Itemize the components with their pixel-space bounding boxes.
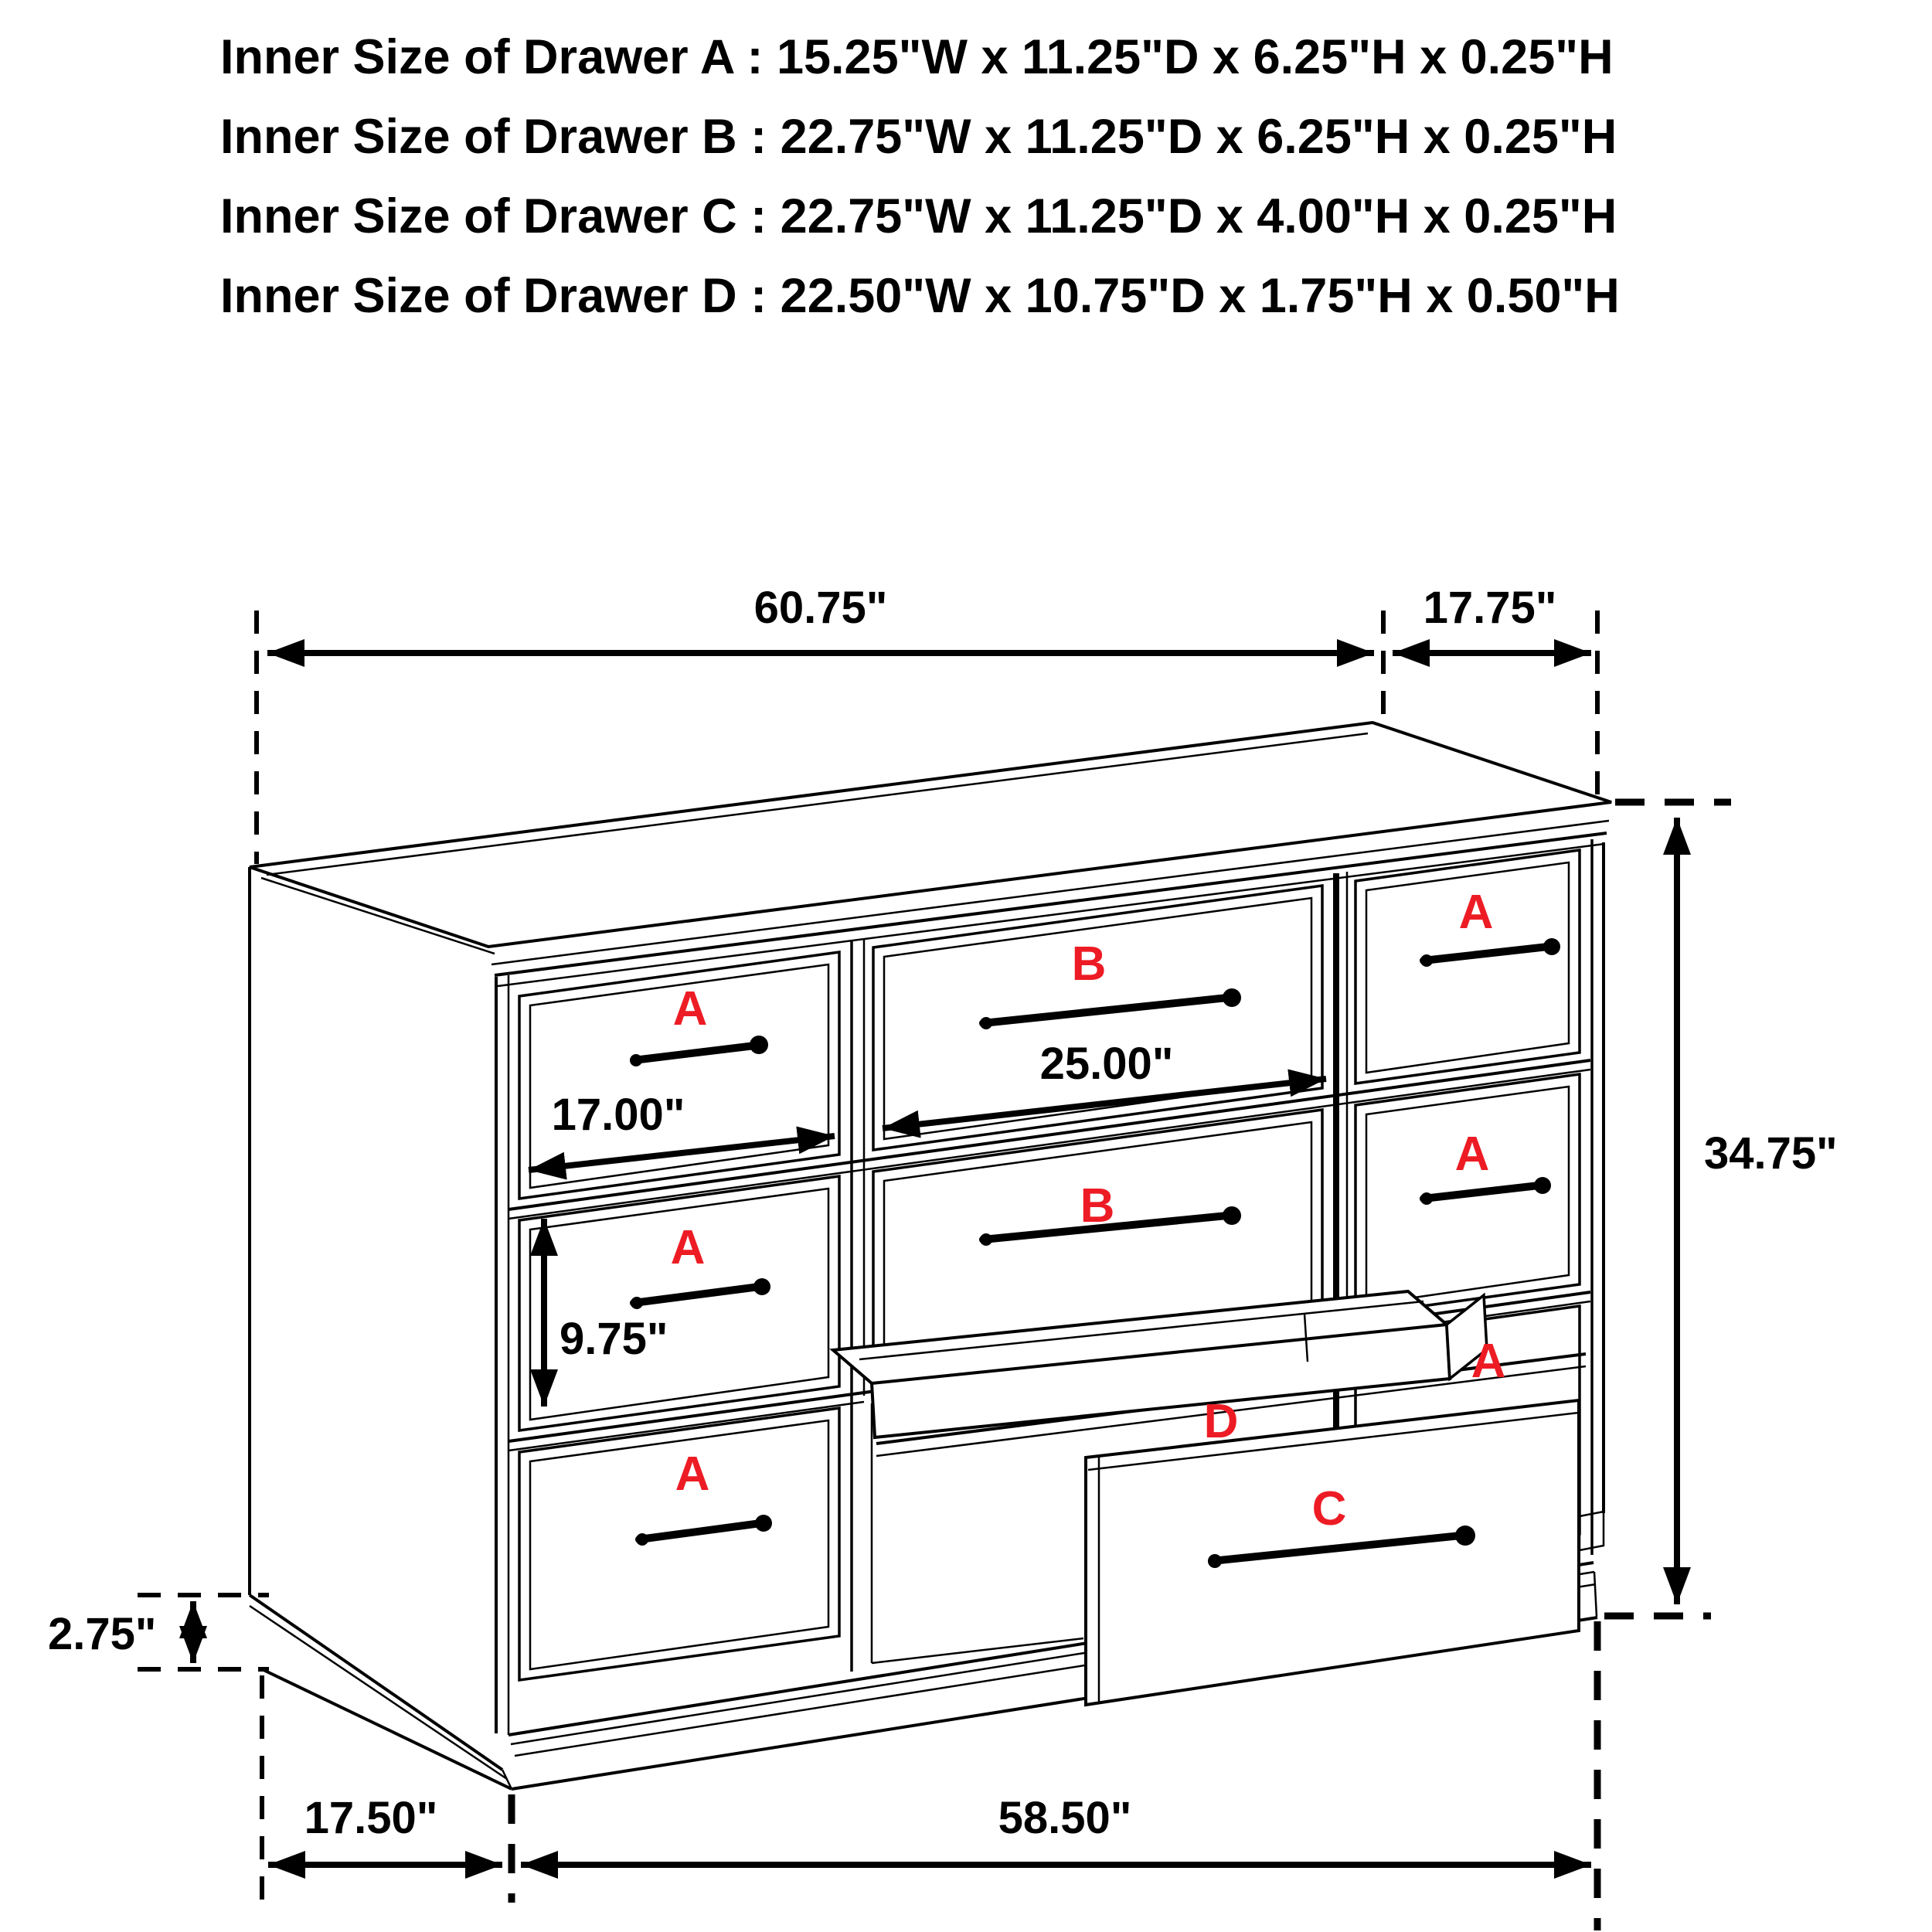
dimension-top-width-label: 60.75" [753,583,888,633]
drawer-inner-size-header [220,30,1620,323]
dimension-bottom-depth-label: 17.50" [304,1793,438,1843]
dimension-total-height-label: 34.75" [1704,1128,1838,1179]
drawer-label-b2: B [1080,1179,1115,1233]
dimension-drawer-b-width-label: 25.00" [1039,1039,1174,1089]
dimension-base-height-label: 2.75" [48,1609,157,1659]
dimension-drawer-a-width-label: 17.00" [551,1090,685,1140]
drawer-label-a3: A [675,1447,710,1501]
drawer-label-b1: B [1071,937,1107,991]
header-line-drawer-d: Inner Size of Drawer D : 22.50"W x 10.75"D x 1.75"H x 0.50"H [220,269,1620,323]
drawer-label-a2: A [670,1221,706,1274]
dimension-drawer-front-height-label: 9.75" [560,1314,668,1364]
drawer-front-a2 [519,1176,839,1430]
drawer-label-a-right2: A [1454,1128,1490,1181]
drawer-label-a1: A [672,982,708,1036]
dimension-bottom-width-label: 58.50" [998,1793,1132,1843]
drawer-label-a-right1: A [1458,886,1494,939]
dresser-drawing [250,723,1611,1789]
dimension-top-depth-label: 17.75" [1423,583,1557,633]
drawer-front-b1 [873,886,1322,1150]
header-line-drawer-c: Inner Size of Drawer C : 22.75"W x 11.25"D x 4.00"H x 0.25"H [220,189,1617,243]
drawer-label-c: C [1311,1482,1347,1536]
drawer-label-d: D [1203,1395,1239,1448]
header-line-drawer-b: Inner Size of Drawer B : 22.75"W x 11.25"D x 6.25"H x 0.25"H [220,110,1617,164]
header-line-drawer-a: Inner Size of Drawer A : 15.25"W x 11.25"D x 6.25"H x 0.25"H [220,30,1614,84]
drawer-label-a-right3: A [1471,1335,1506,1388]
